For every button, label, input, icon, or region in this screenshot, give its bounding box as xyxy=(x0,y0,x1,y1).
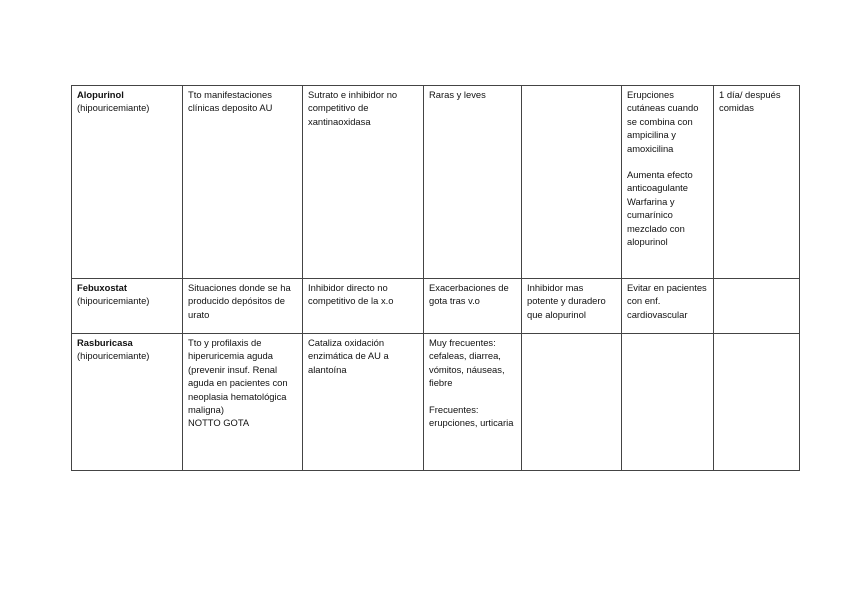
mechanism-cell xyxy=(303,279,424,334)
mechanism-cell xyxy=(303,86,424,279)
mechanism-text: Inhibidor directo no competitivo de la x.o xyxy=(308,282,394,307)
drug-table xyxy=(71,85,800,471)
interactions-text: Evitar en pacientes con enf. cardiovascular xyxy=(627,282,707,320)
drug-class: (hipouricemiante) xyxy=(77,102,150,114)
adverse-text-2: Frecuentes: erupciones, urticaria xyxy=(429,403,514,429)
indication-text: Tto y profilaxis de hiperuricemia aguda (prevenir insuf. Renal aguda en pacientes con neoplasia hematológica maligna) xyxy=(188,337,288,416)
paragraph-gap xyxy=(627,155,708,168)
indication-cell xyxy=(183,86,303,279)
interactions-cell xyxy=(622,334,714,471)
table-row-alopurinol xyxy=(72,86,800,279)
drug-class: (hipouricemiante) xyxy=(77,295,150,307)
interactions-text-2: Aumenta efecto anticoagulante Warfarina y cumarínico mezclado con alopurinol xyxy=(627,169,693,248)
adverse-text-1: Muy frecuentes: cefaleas, diarrea, vómitos, náuseas, fiebre xyxy=(429,337,505,389)
mechanism-text: Sutrato e inhibidor no competitivo de xantinaoxidasa xyxy=(308,89,398,127)
adverse-text: Exacerbaciones de gota tras v.o xyxy=(429,282,509,307)
drug-name: Rasburicasa xyxy=(77,337,133,348)
indication-text: Situaciones donde se ha producido depósitos de urato xyxy=(188,282,291,320)
adverse-text: Raras y leves xyxy=(429,89,486,100)
adverse-cell xyxy=(424,86,522,279)
interactions-cell xyxy=(622,279,714,334)
table-row-febuxostat xyxy=(72,279,800,334)
interactions-text-1: Erupciones cutáneas cuando se combina con ampicilina y amoxicilina xyxy=(627,89,699,154)
paragraph-gap xyxy=(429,390,516,403)
dosing-text: 1 día/ después comidas xyxy=(719,89,781,114)
drug-name: Alopurinol xyxy=(77,89,124,100)
dosing-cell xyxy=(714,334,800,471)
adverse-cell xyxy=(424,279,522,334)
indication-cell xyxy=(183,334,303,471)
comparison-cell xyxy=(522,334,622,471)
comparison-text: Inhibidor mas potente y duradero que alopurinol xyxy=(527,282,606,320)
drug-cell xyxy=(72,279,183,334)
indication-note: NOTTO GOTA xyxy=(188,417,250,429)
comparison-cell xyxy=(522,279,622,334)
dosing-cell xyxy=(714,86,800,279)
drug-name: Febuxostat xyxy=(77,282,128,293)
drug-class: (hipouricemiante) xyxy=(77,350,150,362)
mechanism-text: Cataliza oxidación enzimática de AU a alantoína xyxy=(308,337,389,375)
adverse-cell xyxy=(424,334,522,471)
interactions-cell xyxy=(622,86,714,279)
indication-text: Tto manifestaciones clínicas deposito AU xyxy=(188,89,273,114)
drug-cell xyxy=(72,86,183,279)
table-row-rasburicasa xyxy=(72,334,800,471)
indication-cell xyxy=(183,279,303,334)
comparison-cell xyxy=(522,86,622,279)
mechanism-cell xyxy=(303,334,424,471)
drug-cell xyxy=(72,334,183,471)
dosing-cell xyxy=(714,279,800,334)
